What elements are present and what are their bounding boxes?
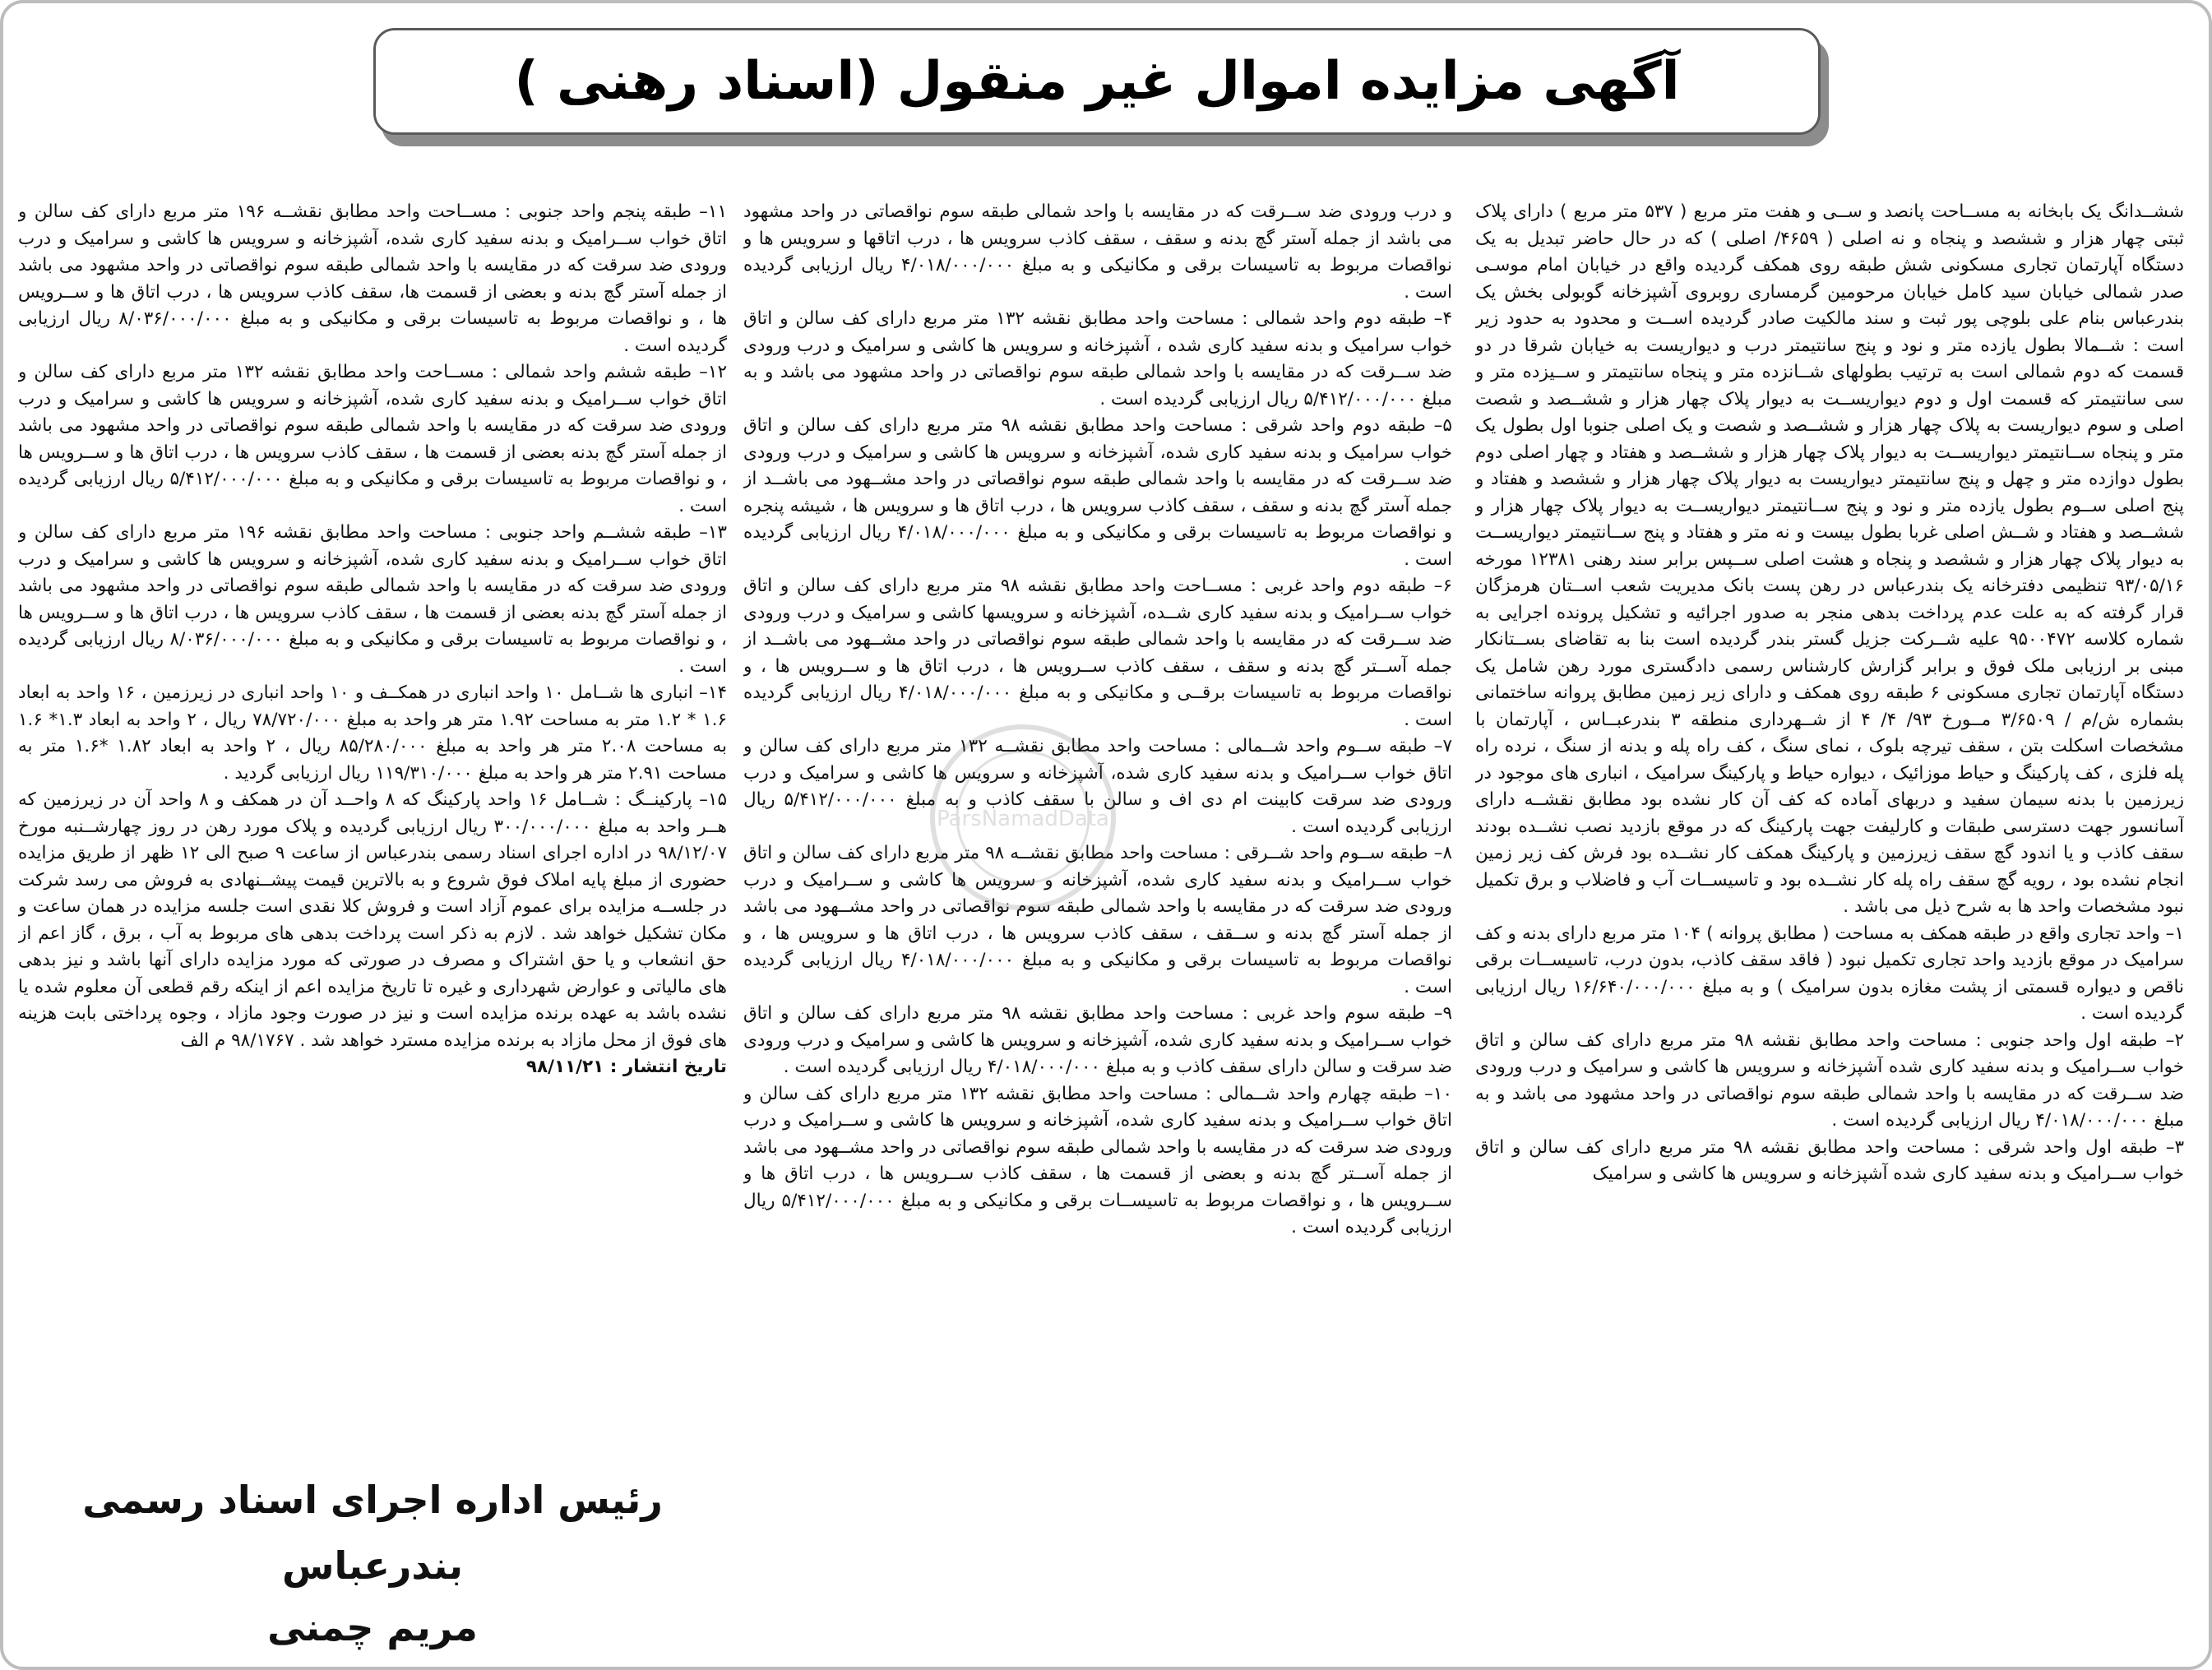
unit-item-1: ۱– واحد تجاری واقع در طبقه همکف به مساحت ( مطابق پروانه ) ۱۰۴ متر مربع دارای بدنه و کف سرامیک در موقع بازدید واحد تجاری تکمیل نبود ( فاقد سقف کاذب، بدون درب، تاسیســات برقی ناقص و دیواره قسمتی از پشت مغازه بدون سرامیک ) و به مبلغ ۱۶/۶۴۰/۰۰۰/۰۰۰ ریال ارزیابی گردیده است . (1475, 923, 2184, 1024)
column-middle (743, 199, 1452, 1654)
document-title: آگهی مزایده اموال غیر منقول (اسناد رهنی ) (514, 51, 1680, 112)
signature-block (18, 1467, 727, 1656)
unit-item-4: ۴– طبقه دوم واحد شمالی : مساحت واحد مطابق نقشه ۱۳۲ متر مربع دارای کف سالن و اتاق خواب سرامیک و بدنه سفید کاری شده ، آشپزخانه و سرویس ها کاشی و سرامیک و درب ورودی ضد ســرقت که در مقایسه با واحد شمالی طبقه سوم نواقصاتی در واحد مشهود می باشد و به مبلغ ۵/۴۱۲/۰۰۰/۰۰۰ ریال ارزیابی گردیده است . (743, 308, 1452, 409)
unit-item-11: ۱۱– طبقه پنجم واحد جنوبی : مســاحت واحد مطابق نقشــه ۱۹۶ متر مربع دارای کف سالن و اتاق خواب ســرامیک و بدنه سفید کاری شده، آشپزخانه و سرویس ها کاشی و سرامیک و درب ورودی ضد سرقت که در مقایسه با واحد شمالی طبقه سوم نواقصاتی در واحد مشهود می باشد از جمله آستر گچ بدنه و بعضی از قسمت ها، سقف کاذب سرویس ها ، درب اتاق ها و ســرویس ها ، و نواقصات مربوط به تاسیسات برقی و مکانیکی و به مبلغ ۸/۰۳۶/۰۰۰/۰۰۰ ریال ارزیابی گردیده است . (18, 201, 727, 356)
unit-item-8: ۸– طبقه ســوم واحد شــرقی : مساحت واحد مطابق نقشــه ۹۸ متر مربع دارای کف سالن و اتاق خواب ســرامیک و بدنه سفید کاری شده، آشپزخانه و سرویس ها کاشی و ســرامیک و درب ورودی ضد سرقت که در مقایسه با واحد شمالی طبقه سوم نواقصاتی در واحد مشــهود می باشد از جمله آستر گچ بدنه و ســقف ، سقف کاذب سرویس ها ، درب اتاق ها و سرویس ها ، و نواقصات مربوط به تاسیسات برقی و مکانیکی و به مبلغ ۴/۰۱۸/۰۰۰/۰۰۰ ریال ارزیابی گردیده است . (743, 843, 1452, 997)
unit-item-7: ۷– طبقه ســوم واحد شــمالی : مساحت واحد مطابق نقشــه ۱۳۲ متر مربع دارای کف سالن و اتاق خواب ســرامیک و بدنه سفید کاری شده، آشپزخانه و سرویس ها کاشی و سرامیک و درب ورودی ضد سرقت کابینت ام دی اف و سالن با سقف کاذب و به مبلغ ۵/۴۱۲/۰۰۰/۰۰۰ ریال ارزیابی گردیده است . (743, 736, 1452, 837)
unit-item-5: ۵– طبقه دوم واحد شرقی : مساحت واحد مطابق نقشه ۹۸ متر مربع دارای کف سالن و اتاق خواب سرامیک و بدنه سفید کاری شده، آشپزخانه و سرویس ها کاشی و سرامیک و درب ورودی ضد ســرقت که در مقایسه با واحد شمالی طبقه سوم نواقصاتی در واحد مشــهود می باشــد از جمله آستر گچ بدنه و سقف ، سقف کاذب سرویس ها ، درب اتاق ها و سرویس ها ، شیشه پنجره و نواقصات مربوط به تاسیسات برقی و مکانیکی و به مبلغ ۴/۰۱۸/۰۰۰/۰۰۰ ریال ارزیابی گردیده است . (743, 415, 1452, 570)
publication-date: تاریخ انتشار : ۹۸/۱۱/۲۱ (525, 1057, 727, 1077)
signatory-name: مریم چمنی (267, 1605, 478, 1649)
unit-item-6: ۶– طبقه دوم واحد غربی : مســاحت واحد مطابق نقشه ۹۸ متر مربع دارای کف سالن و اتاق خواب ســرامیک و بدنه سفید کاری شــده، آشپزخانه و سرویسها کاشی و سرامیک و درب ورودی ضد ســرقت که در مقایسه با واحد شمالی طبقه سوم نواقصاتی در واحد مشــهود می باشــد از جمله آســتر گچ بدنه و سقف ، سقف کاذب ســرویس ها ، درب اتاق ها و ســرویس ها ، و نواقصات مربوط به تاسیسات برقــی و مکانیکی و به مبلغ ۴/۰۱۸/۰۰۰/۰۰۰ ریال ارزیابی گردیده است . (743, 576, 1452, 730)
signatory-title: رئیس اداره اجرای اسناد رسمی بندرعباس (82, 1478, 663, 1588)
column-left (18, 199, 727, 1564)
unit-item-10: ۱۰– طبقه چهارم واحد شــمالی : مساحت واحد مطابق نقشه ۱۳۲ متر مربع دارای کف سالن و اتاق خواب ســرامیک و بدنه سفید کاری شده، آشپزخانه و سرویس ها کاشی و ســرامیک و درب ورودی ضد سرقت که در مقایسه با واحد شمالی طبقه سوم نواقصاتی در واحد مشــهود می باشد از جمله آســتر گچ بدنه و بعضی از قسمت ها ، سقف کاذب ســرویس ها ، درب اتاق ها و ســرویس ها ، و نواقصات مربوط به تاسیســات برقی و مکانیکی و به مبلغ ۵/۴۱۲/۰۰۰/۰۰۰ ریال ارزیابی گردیده است . (743, 1083, 1452, 1237)
unit-item-12: ۱۲– طبقه ششم واحد شمالی : مســاحت واحد مطابق نقشه ۱۳۲ متر مربع دارای کف سالن و اتاق خواب ســرامیک و بدنه سفید کاری شده، آشپزخانه و سرویس ها کاشی و سرامیک و درب ورودی ضد سرقت که در مقایسه با واحد شمالی طبقه سوم نواقصاتی در واحد مشهود می باشد از جمله آستر گچ بدنه بعضی از قسمت ها ، سقف کاذب سرویس ها ، درب اتاق ها و ســرویس ها ، و نواقصات مربوط به تاسیسات برقی و مکانیکی و به مبلغ ۵/۴۱۲/۰۰۰/۰۰۰ ریال ارزیابی گردیده است . (18, 362, 727, 516)
watermark-text: ParsNamadData (937, 807, 1109, 831)
parking-auction-item-15: ۱۵– پارکینــگ : شــامل ۱۶ واحد پارکینگ که ۸ واحــد آن در همکف و ۸ واحد آن در زیرزمین که هــر واحد به مبلغ ۳۰۰/۰۰۰/۰۰۰ ریال ارزیابی گردیده و پلاک مورد رهن در روز چهارشــنبه مورخ ۹۸/۱۲/۰۷ در اداره اجرای اسناد رسمی بندرعباس از ساعت ۹ صبح الی ۱۲ ظهر از طریق مزایده حضوری از مبلغ پایه املاک فوق شروع و به بالاترین قیمت پیشــنهادی به فروش می رسد شرکت در جلســه مزایده برای عموم آزاد است و فروش کلا نقدی است جلسه مزایده در همان ساعت و مکان تشکیل خواهد شد . لازم به ذکر است پرداخت بدهی های مربوط به آب ، برق ، گاز اعم از حق انشعاب و یا حق اشتراک و مصرف در صورتی که مورد مزایده دارای آنها باشد و نیز بدهی های مالیاتی و عوارض شهرداری و غیره تا تاریخ مزایده اعم از اینکه رقم قطعی آن معلوم شده یا نشده باشد به عهده برنده مزایده است و نیز در صورت وجود مازاد ، وجوه پرداختی بابت هزینه های فوق از محل مازاد به برنده مزایده مسترد خواهد شد . ۹۸/۱۷۶۷ م الف (18, 789, 727, 1051)
unit-item-2: ۲– طبقه اول واحد جنوبی : مساحت واحد مطابق نقشه ۹۸ متر مربع دارای کف سالن و اتاق خواب ســرامیک و بدنه سفید کاری شده آشپزخانه و سرویس ها کاشی و سرامیک و درب ورودی ضد ســرقت که در مقایسه با واحد شمالی طبقه سوم نواقصاتی در واحد مشهود می باشد و به مبلغ ۴/۰۱۸/۰۰۰/۰۰۰ ریال ارزیابی گردیده است . (1475, 1029, 2184, 1131)
storage-units-item-14: ۱۴– انباری ها شــامل ۱۰ واحد انباری در همکــف و ۱۰ واحد انباری در زیرزمین ، ۱۶ واحد به ابعاد ۱.۶ * ۱.۲ متر به مساحت ۱.۹۲ متر هر واحد به مبلغ ۷۸/۷۲۰/۰۰۰ ریال ، ۲ واحد به ابعاد ۱.۳* ۱.۶ به مساحت ۲.۰۸ متر هر واحد به مبلغ ۸۵/۲۸۰/۰۰۰ ریال ، ۲ واحد به ابعاد ۱.۸۲ *۱.۶ متر به مساحت ۲.۹۱ متر هر واحد به مبلغ ۱۱۹/۳۱۰/۰۰۰ ریال ارزیابی گردید . (18, 682, 727, 784)
column-right (1475, 199, 2184, 1654)
unit-item-3-continued: و درب ورودی ضد ســرقت که در مقایسه با واحد شمالی طبقه سوم نواقصاتی در واحد مشهود می باشد از جمله آستر گچ بدنه و سقف ، سقف کاذب سرویس ها ، درب اتاقها و سرویس ها و نواقصات مربوط به تاسیسات برقی و مکانیکی و به مبلغ ۴/۰۱۸/۰۰۰/۰۰۰ ریال ارزیابی گردیده است . (743, 201, 1452, 303)
title-banner (373, 28, 1821, 135)
unit-item-9: ۹– طبقه سوم واحد غربی : مساحت واحد مطابق نقشه ۹۸ متر مربع دارای کف سالن و اتاق خواب ســرامیک و بدنه سفید کاری شده، آشپزخانه و سرویس ها کاشی و سرامیک و درب ورودی ضد سرقت و سالن دارای سقف کاذب و به مبلغ ۴/۰۱۸/۰۰۰/۰۰۰ ریال ارزیابی گردیده است . (743, 1003, 1452, 1077)
unit-item-13: ۱۳– طبقه ششــم واحد جنوبی : مساحت واحد مطابق نقشه ۱۹۶ متر مربع دارای کف سالن و اتاق خواب ســرامیک و بدنه سفید کاری شده، آشپزخانه و سرویس ها کاشی و سرامیک و درب ورودی ضد سرقت که در مقایسه با واحد شمالی طبقه سوم نواقصاتی در واحد مشهود می باشد از جمله آستر گچ بدنه بعضی از قسمت ها ، سقف کاذب سرویس ها ، درب اتاق ها و ســرویس ها ، و نواقصات مربوط به تاسیسات برقی و مکانیکی و به مبلغ ۸/۰۳۶/۰۰۰/۰۰۰ ریال ارزیابی گردیده است . (18, 522, 727, 677)
unit-item-3-start: ۳– طبقه اول واحد شرقی : مساحت واحد مطابق نقشه ۹۸ متر مربع دارای کف سالن و اتاق خواب ســرامیک و بدنه سفید کاری شده آشپزخانه و سرویس ها کاشی و سرامیک (1475, 1136, 2184, 1184)
property-description: ششــدانگ یک بابخانه به مســاحت پانصد و ســی و هفت متر مربع ( ۵۳۷ متر مربع ) دارای پلاک ثبتی چهار هزار و ششصد و پنجاه و نه اصلی ( ۴۶۵۹/ اصلی ) که در حال حاضر تبدیل به یک دستگاه آپارتمان تجاری مسکونی شش طبقه روی همکف گردیده واقع در خیابان امام موسـی صدر شمالی خیابان سید کامل خیابان مرحومین گرمساری روبروی آشپزخانه گوبولی بخش یک بندرعباس بنام علی بلوچی پور ثبت و سند مالکیت صادر گردیده اســت و محدود به حدود زیر است : شــمالا بطول یازده متر و نود و پنج سانتیمتر درب و دیواریست به خیابان شرقا در دو قسمت که دوم شمالی است به ترتیب بطولهای شــانزده متر و پنجاه سانتیمتر و ســیزده متر و سی سانتیمتر که قسمت اول و دوم دیواریســت به دیوار پلاک چهار هزار و ششــصد و شصت اصلی و سوم دیواریست به پلاک چهار هزار و ششــصد و شصت و یک اصلی جنوبا اول بطول یک متر و پنجاه ســانتیمتر دیواریســت به دیوار پلاک چهار هزار و ششــصد و هفتاد و چهار اصلی دوم بطول دوازده متر و چهل و پنج سانتیمتر دیواریست به دیوار پلاک چهار هزار و ششصد و هفتاد و پنج اصلی ســوم بطول یازده متر و نود و پنج ســانتیمتر دیواریســت به دیوار پلاک چهار هزار و ششــصد و هفتاد و شــش اصلی غربا بطول بیست و نه متر و هفتاد و پنج ســانتیمتر دیواریســت به دیوار پلاک چهار هزار و ششصد و پنجاه و هشت اصلی ســپس برابر سند رهنی ۱۲۳۸۱ مورخه ۹۳/۰۵/۱۶ تنظیمی دفترخانه یک بندرعباس در رهن پست بانک مدیریت شعب اســتان هرمزگان قرار گرفته که به علت عدم پرداخت بدهی منجر به صدور اجرائیه و تشکیل پرونده اجرایی به شماره کلاسه ۹۵۰۰۴۷۲ علیه شــرکت جزیل گستر بندر گردیده است بنا به تقاضای بســتانکار مبنی بر ارزیابی ملک فوق و برابر گزارش کارشناس رسمی دادگستری مورد رهن شامل یک دستگاه آپارتمان تجاری مسکونی ۶ طبقه روی همکف و دارای زیر زمین مطابق پروانه ساختمانی بشماره ش/م / ۳/۶۵۰۹ مــورخ ۹۳/ ۴/ ۴ از شــهرداری منطقه ۳ بندرعبــاس ، آپارتمان با مشخصات اسکلت بتن ، سقف تیرچه بلوک ، نمای سنگ ، کف راه پله و بدنه از سنگ ، نرده راه پله فلزی ، کف پارکینگ و حیاط موزائیک ، دیواره حیاط و پارکینگ سرامیک ، انباری های موجود در زیرزمین با بدنه سیمان سفید و دربهای آماده که کف آن کار نشده بود مطابق نقشــه دارای آسانسور جهت دسترسی طبقات و کارلیفت جهت پارکینگ که در موقع بازدید نصب نشــده بودند سقف کاذب و یا اندود گچ سقف زیرزمین و پارکینگ همکف کار نشــده بود فرش کف زیر زمین انجام نشده بود ، رویه گچ سقف راه پله کار نشــده بود و تاسیســات آب و فاضلاب و برق تکمیل نبود مشخصات واحد ها به شرح ذیل می باشد . (1475, 201, 2184, 917)
